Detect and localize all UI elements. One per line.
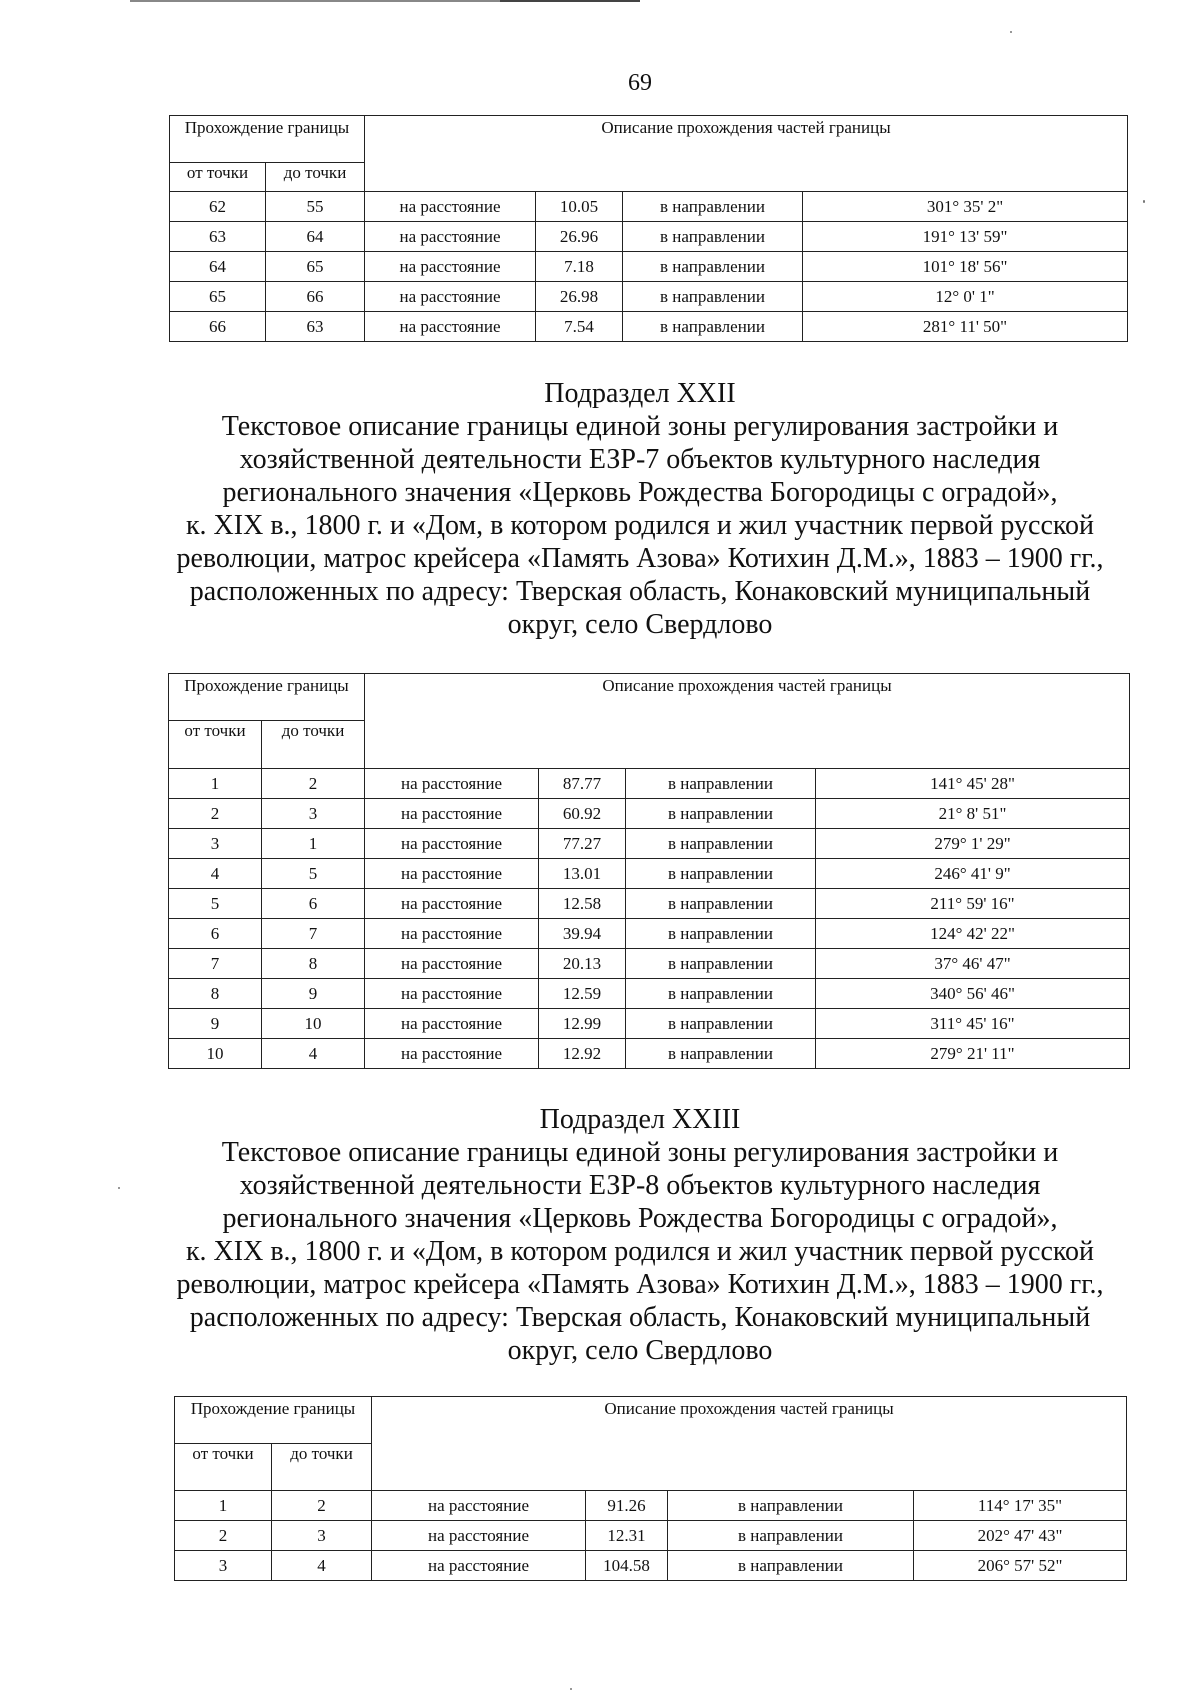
distance-label-cell: на расстояние	[365, 1009, 539, 1039]
direction-label-cell: в направлении	[626, 769, 816, 799]
from-point-cell: 64	[170, 252, 266, 282]
distance-label-cell: на расстояние	[365, 192, 536, 222]
section-description-line: расположенных по адресу: Тверская область, Конаковский муниципальный	[189, 576, 1091, 607]
section-description-line: к. XIX в., 1800 г. и «Дом, в котором родился и жил участник первой русской	[185, 510, 1095, 541]
table-row	[170, 252, 1128, 282]
from-point-cell: 63	[170, 222, 266, 252]
table-row	[169, 859, 1130, 889]
section-22-heading	[160, 377, 1120, 641]
to-point-cell: 10	[262, 1009, 365, 1039]
table-row	[169, 949, 1130, 979]
direction-label-cell: в направлении	[623, 192, 803, 222]
distance-label-cell: на расстояние	[365, 949, 539, 979]
distance-label-cell: на расстояние	[365, 312, 536, 342]
direction-label-cell: в направлении	[626, 949, 816, 979]
distance-label-cell: на расстояние	[365, 769, 539, 799]
to-point-cell: 5	[262, 859, 365, 889]
distance-label-cell: на расстояние	[365, 222, 536, 252]
distance-label-cell: на расстояние	[365, 859, 539, 889]
distance-value-cell: 13.01	[539, 859, 626, 889]
to-point-cell: 64	[266, 222, 365, 252]
direction-label-cell: в направлении	[626, 919, 816, 949]
description-header: Описание прохождения частей границы	[365, 674, 1130, 769]
to-point-header: до точки	[272, 1444, 372, 1491]
table-row	[169, 1009, 1130, 1039]
from-point-cell: 65	[170, 282, 266, 312]
from-point-cell: 62	[170, 192, 266, 222]
section-description-line: хозяйственной деятельности ЕЗР-7 объектов культурного наследия	[239, 444, 1041, 475]
route-group-header: Прохождение границы	[175, 1397, 372, 1444]
bearing-value-cell: 37° 46' 47"	[816, 949, 1130, 979]
direction-label-cell: в направлении	[623, 312, 803, 342]
direction-label-cell: в направлении	[626, 799, 816, 829]
from-point-cell: 6	[169, 919, 262, 949]
section-description-line: Текстовое описание границы единой зоны регулирования застройки и	[221, 411, 1059, 442]
table-1-body	[170, 192, 1128, 342]
table-row	[170, 312, 1128, 342]
table-row	[169, 889, 1130, 919]
section-description-line: революции, матрос крейсера «Память Азова» Котихин Д.М.», 1883 – 1900 гг.,	[176, 543, 1104, 574]
from-point-header: от точки	[175, 1444, 272, 1491]
bearing-value-cell: 114° 17' 35"	[914, 1491, 1127, 1521]
distance-label-cell: на расстояние	[365, 799, 539, 829]
bearing-value-cell: 279° 21' 11"	[816, 1039, 1130, 1069]
direction-label-cell: в направлении	[668, 1551, 914, 1581]
distance-label-cell: на расстояние	[372, 1551, 586, 1581]
distance-label-cell: на расстояние	[365, 282, 536, 312]
distance-value-cell: 77.27	[539, 829, 626, 859]
direction-label-cell: в направлении	[626, 1009, 816, 1039]
to-point-cell: 66	[266, 282, 365, 312]
from-point-header: от точки	[169, 721, 262, 769]
table-row	[169, 829, 1130, 859]
distance-value-cell: 91.26	[586, 1491, 668, 1521]
table-row	[170, 222, 1128, 252]
distance-value-cell: 104.58	[586, 1551, 668, 1581]
distance-value-cell: 7.54	[536, 312, 623, 342]
to-point-cell: 9	[262, 979, 365, 1009]
distance-label-cell: на расстояние	[365, 889, 539, 919]
from-point-cell: 3	[169, 829, 262, 859]
table-row	[169, 979, 1130, 1009]
to-point-cell: 4	[272, 1551, 372, 1581]
distance-label-cell: на расстояние	[365, 829, 539, 859]
from-point-cell: 5	[169, 889, 262, 919]
bearing-value-cell: 301° 35' 2"	[803, 192, 1128, 222]
to-point-cell: 63	[266, 312, 365, 342]
section-description-line: округ, село Свердлово	[507, 609, 773, 640]
table-row	[169, 919, 1130, 949]
bearing-value-cell: 279° 1' 29"	[816, 829, 1130, 859]
from-point-cell: 4	[169, 859, 262, 889]
from-point-cell: 2	[175, 1521, 272, 1551]
distance-value-cell: 87.77	[539, 769, 626, 799]
to-point-header: до точки	[266, 163, 365, 192]
distance-value-cell: 20.13	[539, 949, 626, 979]
boundary-table-3	[174, 1396, 1127, 1581]
from-point-header: от точки	[170, 163, 266, 192]
distance-label-cell: на расстояние	[365, 252, 536, 282]
direction-label-cell: в направлении	[626, 829, 816, 859]
direction-label-cell: в направлении	[623, 222, 803, 252]
page-number: 69	[628, 70, 652, 96]
table-2-body	[169, 769, 1130, 1069]
from-point-cell: 1	[169, 769, 262, 799]
to-point-header: до точки	[262, 721, 365, 769]
route-group-header: Прохождение границы	[169, 674, 365, 721]
to-point-cell: 2	[272, 1491, 372, 1521]
table-row	[175, 1551, 1127, 1581]
distance-value-cell: 60.92	[539, 799, 626, 829]
bearing-value-cell: 101° 18' 56"	[803, 252, 1128, 282]
to-point-cell: 7	[262, 919, 365, 949]
distance-value-cell: 39.94	[539, 919, 626, 949]
distance-label-cell: на расстояние	[372, 1521, 586, 1551]
scan-speck	[1010, 31, 1012, 33]
bearing-value-cell: 281° 11' 50"	[803, 312, 1128, 342]
to-point-cell: 55	[266, 192, 365, 222]
to-point-cell: 6	[262, 889, 365, 919]
direction-label-cell: в направлении	[626, 889, 816, 919]
table-row	[175, 1521, 1127, 1551]
scan-speck	[570, 1688, 572, 1690]
from-point-cell: 1	[175, 1491, 272, 1521]
distance-value-cell: 12.59	[539, 979, 626, 1009]
distance-value-cell: 26.96	[536, 222, 623, 252]
from-point-cell: 66	[170, 312, 266, 342]
section-description-line: к. XIX в., 1800 г. и «Дом, в котором родился и жил участник первой русской	[185, 1236, 1095, 1267]
distance-label-cell: на расстояние	[365, 979, 539, 1009]
section-23-heading	[160, 1103, 1120, 1367]
table-row	[169, 769, 1130, 799]
distance-value-cell: 12.58	[539, 889, 626, 919]
section-title: Подраздел XXIII	[539, 1104, 741, 1135]
section-description-line: революции, матрос крейсера «Память Азова» Котихин Д.М.», 1883 – 1900 гг.,	[176, 1269, 1104, 1300]
to-point-cell: 65	[266, 252, 365, 282]
bearing-value-cell: 340° 56' 46"	[816, 979, 1130, 1009]
distance-label-cell: на расстояние	[372, 1491, 586, 1521]
scan-speck	[1143, 200, 1145, 203]
to-point-cell: 2	[262, 769, 365, 799]
from-point-cell: 8	[169, 979, 262, 1009]
table-row	[170, 282, 1128, 312]
to-point-cell: 3	[262, 799, 365, 829]
distance-value-cell: 26.98	[536, 282, 623, 312]
boundary-table-1	[169, 115, 1128, 342]
from-point-cell: 2	[169, 799, 262, 829]
to-point-cell: 1	[262, 829, 365, 859]
bearing-value-cell: 141° 45' 28"	[816, 769, 1130, 799]
distance-value-cell: 12.99	[539, 1009, 626, 1039]
section-description-line: округ, село Свердлово	[507, 1335, 773, 1366]
direction-label-cell: в направлении	[668, 1521, 914, 1551]
route-group-header: Прохождение границы	[170, 116, 365, 163]
bearing-value-cell: 311° 45' 16"	[816, 1009, 1130, 1039]
boundary-table-2	[168, 673, 1130, 1069]
section-description-line: Текстовое описание границы единой зоны регулирования застройки и	[221, 1137, 1059, 1168]
bearing-value-cell: 246° 41' 9"	[816, 859, 1130, 889]
distance-value-cell: 12.31	[586, 1521, 668, 1551]
description-header: Описание прохождения частей границы	[372, 1397, 1127, 1491]
distance-label-cell: на расстояние	[365, 919, 539, 949]
bearing-value-cell: 211° 59' 16"	[816, 889, 1130, 919]
direction-label-cell: в направлении	[626, 1039, 816, 1069]
distance-value-cell: 7.18	[536, 252, 623, 282]
table-row	[175, 1491, 1127, 1521]
direction-label-cell: в направлении	[626, 859, 816, 889]
bearing-value-cell: 21° 8' 51"	[816, 799, 1130, 829]
table-row	[169, 1039, 1130, 1069]
bearing-value-cell: 124° 42' 22"	[816, 919, 1130, 949]
section-description-line: регионального значения «Церковь Рождества Богородицы с оградой»,	[222, 477, 1058, 508]
from-point-cell: 7	[169, 949, 262, 979]
section-description-line: хозяйственной деятельности ЕЗР-8 объектов культурного наследия	[239, 1170, 1041, 1201]
description-header: Описание прохождения частей границы	[365, 116, 1128, 192]
to-point-cell: 3	[272, 1521, 372, 1551]
section-description-line: расположенных по адресу: Тверская область, Конаковский муниципальный	[189, 1302, 1091, 1333]
to-point-cell: 4	[262, 1039, 365, 1069]
scan-speck	[118, 1187, 120, 1189]
section-description-line: регионального значения «Церковь Рождества Богородицы с оградой»,	[222, 1203, 1058, 1234]
direction-label-cell: в направлении	[668, 1491, 914, 1521]
direction-label-cell: в направлении	[623, 282, 803, 312]
distance-value-cell: 10.05	[536, 192, 623, 222]
distance-label-cell: на расстояние	[365, 1039, 539, 1069]
from-point-cell: 3	[175, 1551, 272, 1581]
direction-label-cell: в направлении	[626, 979, 816, 1009]
bearing-value-cell: 12° 0' 1"	[803, 282, 1128, 312]
bearing-value-cell: 191° 13' 59"	[803, 222, 1128, 252]
scan-artifact-line	[500, 0, 640, 2]
bearing-value-cell: 206° 57' 52"	[914, 1551, 1127, 1581]
distance-value-cell: 12.92	[539, 1039, 626, 1069]
section-title: Подраздел XXII	[544, 378, 736, 409]
bearing-value-cell: 202° 47' 43"	[914, 1521, 1127, 1551]
table-3-body	[175, 1491, 1127, 1581]
from-point-cell: 10	[169, 1039, 262, 1069]
from-point-cell: 9	[169, 1009, 262, 1039]
to-point-cell: 8	[262, 949, 365, 979]
table-row	[169, 799, 1130, 829]
direction-label-cell: в направлении	[623, 252, 803, 282]
table-row	[170, 192, 1128, 222]
